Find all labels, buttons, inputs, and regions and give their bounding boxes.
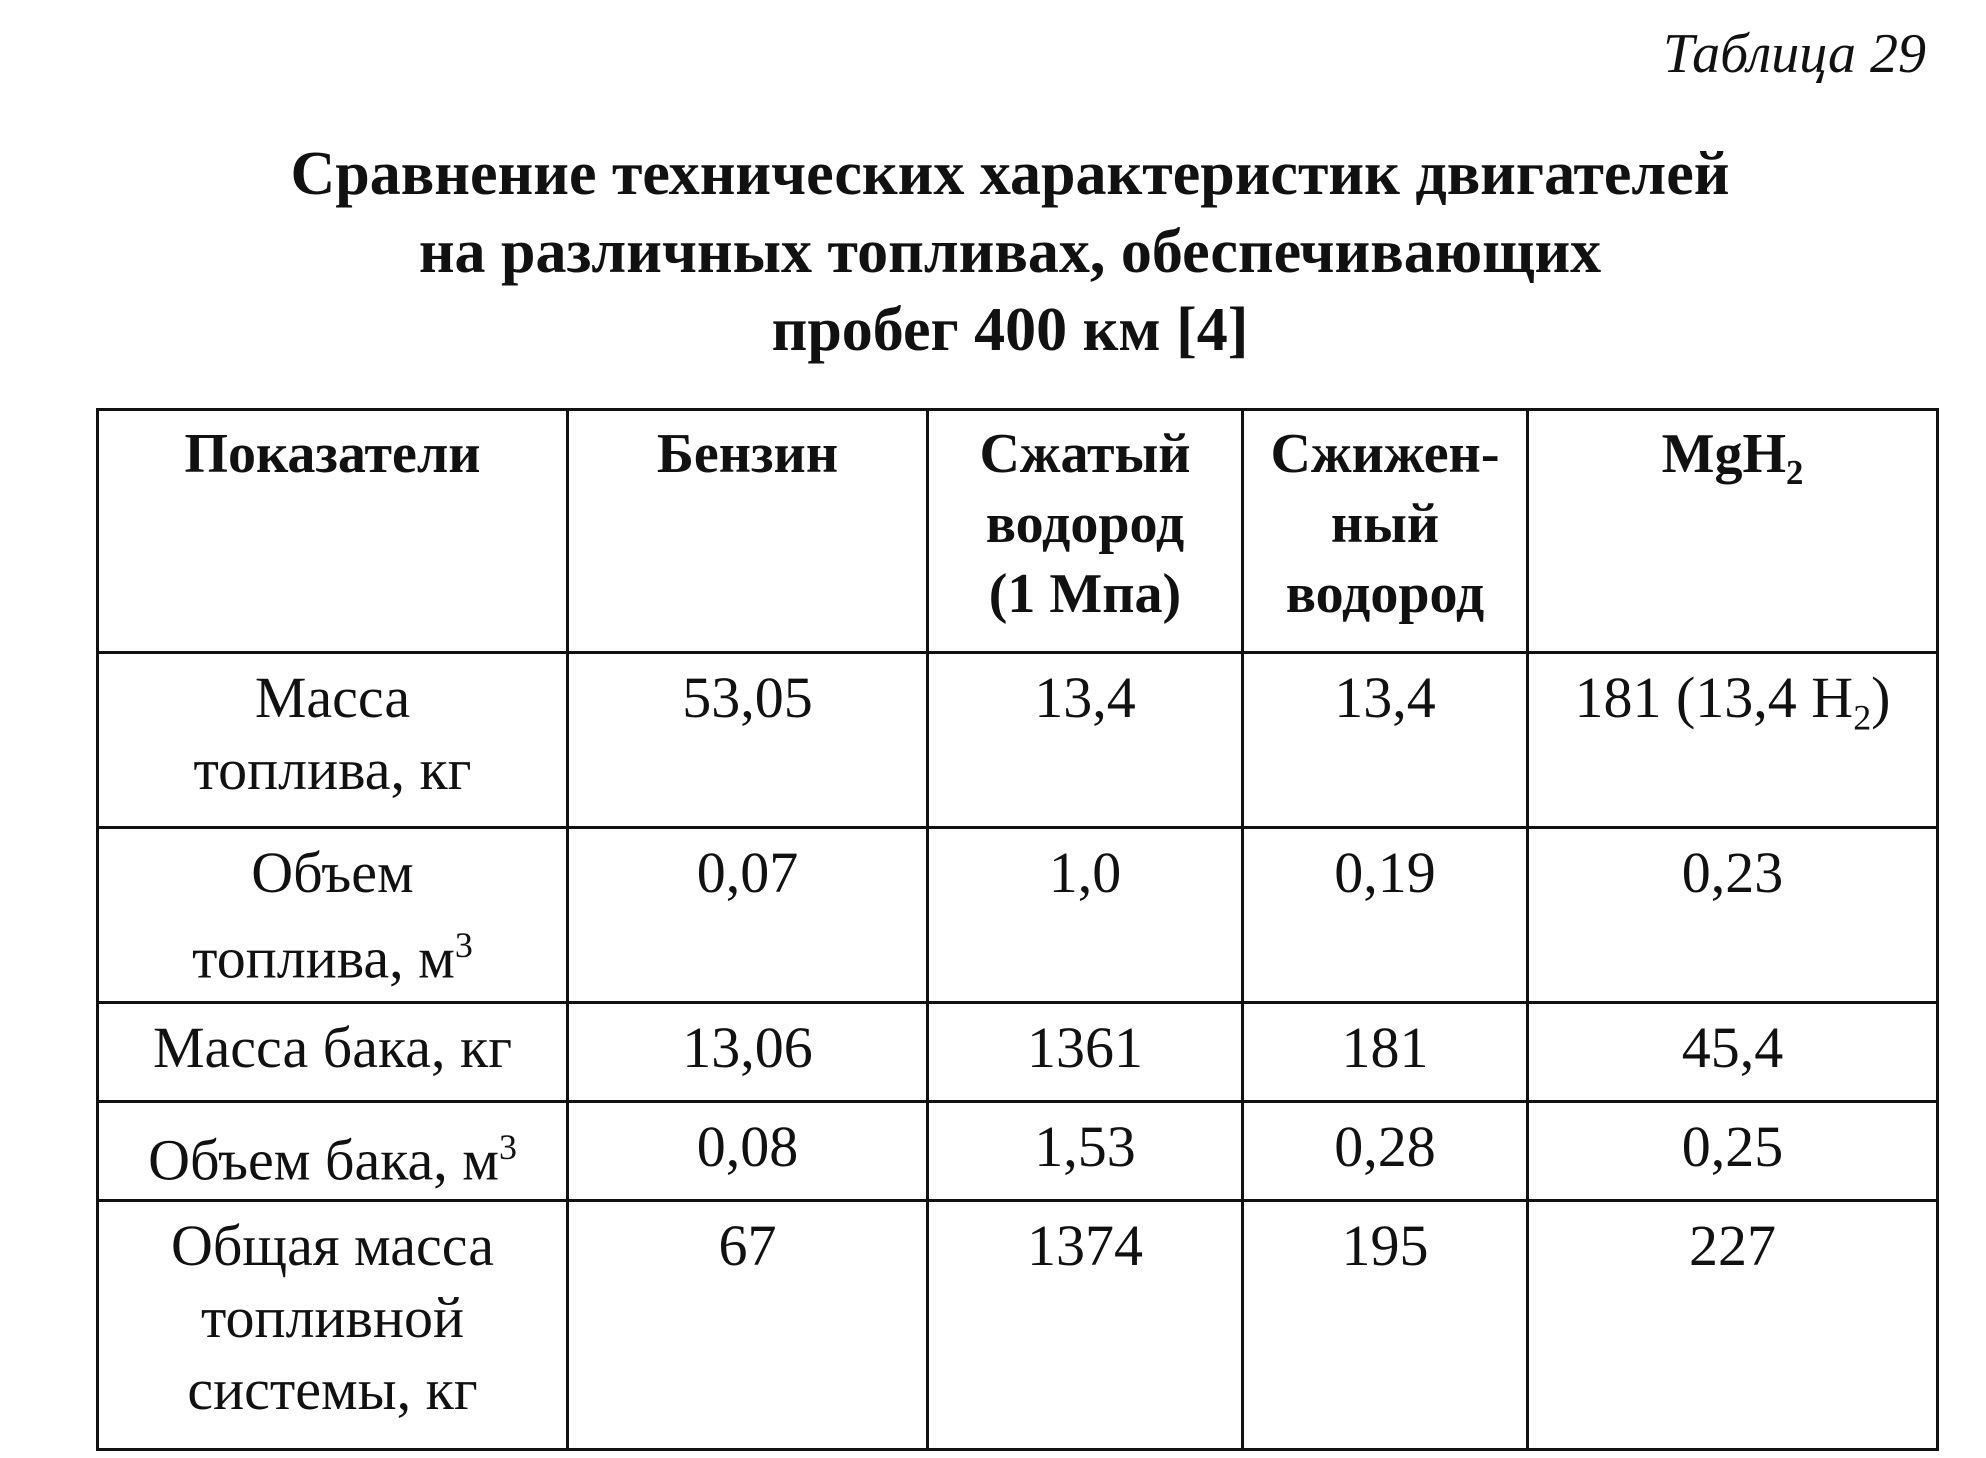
header-indicators: Показатели <box>98 410 568 653</box>
row-label: Масса бака, кг <box>98 1003 568 1102</box>
row-label-line: Общая масса <box>171 1213 494 1278</box>
cell-compressed: 13,4 <box>928 653 1243 828</box>
header-compressed-line-2: водород <box>985 493 1185 555</box>
header-compressed-hydrogen <box>928 410 1243 653</box>
cell-compressed: 1361 <box>928 1003 1243 1102</box>
row-label-line: топливной <box>200 1285 465 1350</box>
cell-gasoline: 13,06 <box>568 1003 928 1102</box>
header-compressed-line-1: Сжатый <box>979 423 1191 485</box>
header-compressed-line-3: (1 Мпа) <box>988 563 1182 625</box>
header-liquid-line-1: Сжижен- <box>1270 423 1500 485</box>
table-title <box>0 135 1986 369</box>
cell-gasoline: 0,08 <box>568 1102 928 1201</box>
header-mgh2-sub: 2 <box>1786 453 1804 493</box>
table-row <box>98 1102 1938 1201</box>
title-line-2: на различных топливах, обеспечивающих <box>418 218 1602 286</box>
row-label <box>98 653 568 828</box>
table-number-label: Таблица 29 <box>1663 23 1926 85</box>
row-label <box>98 1102 568 1201</box>
row-label-line: топлива, кг <box>193 737 472 802</box>
cell-gasoline: 53,05 <box>568 653 928 828</box>
cell-mgh2: 0,23 <box>1528 828 1938 1003</box>
row-label-line <box>105 909 560 994</box>
cell-liquid: 195 <box>1243 1201 1528 1450</box>
table-row <box>98 1201 1938 1450</box>
comparison-table <box>96 408 1939 1451</box>
header-mgh2 <box>1528 410 1938 653</box>
table-header-row <box>98 410 1938 653</box>
cell-liquid: 13,4 <box>1243 653 1528 828</box>
cell-compressed: 1374 <box>928 1201 1243 1450</box>
row-label-sup: 3 <box>454 925 473 965</box>
cell-compressed: 1,0 <box>928 828 1243 1003</box>
row-label-text: топлива, м <box>192 925 455 991</box>
title-line-3: пробег 400 км [4] <box>771 296 1249 364</box>
cell-mgh2-sub: 2 <box>1853 697 1872 738</box>
row-label-sup: 3 <box>498 1127 517 1167</box>
cell-gasoline: 67 <box>568 1201 928 1450</box>
cell-mgh2: 45,4 <box>1528 1003 1938 1102</box>
header-liquid-line-2: ный <box>1330 493 1440 555</box>
table-row <box>98 653 1938 828</box>
cell-liquid: 0,19 <box>1243 828 1528 1003</box>
table-row <box>98 1003 1938 1102</box>
row-label-line: Масса <box>254 665 411 730</box>
cell-mgh2-pre: 181 (13,4 H <box>1574 665 1854 730</box>
row-label-line: системы, кг <box>187 1357 478 1422</box>
row-label <box>98 1201 568 1450</box>
cell-compressed: 1,53 <box>928 1102 1243 1201</box>
header-gasoline: Бензин <box>568 410 928 653</box>
header-liquid-hydrogen <box>1243 410 1528 653</box>
header-liquid-line-3: водород <box>1285 563 1485 625</box>
row-label <box>98 828 568 1003</box>
title-line-1: Сравнение технических характеристик двигателей <box>290 140 1730 208</box>
cell-gasoline: 0,07 <box>568 828 928 1003</box>
header-mgh2-base: MgH <box>1661 423 1787 485</box>
cell-mgh2: 0,25 <box>1528 1102 1938 1201</box>
table-row <box>98 828 1938 1003</box>
cell-liquid: 181 <box>1243 1003 1528 1102</box>
cell-liquid: 0,28 <box>1243 1102 1528 1201</box>
row-label-text: Объем бака, м <box>148 1127 499 1193</box>
row-label-line: Объем <box>251 840 414 905</box>
cell-mgh2-post: ) <box>1871 665 1891 730</box>
cell-mgh2: 227 <box>1528 1201 1938 1450</box>
cell-mgh2 <box>1528 653 1938 828</box>
